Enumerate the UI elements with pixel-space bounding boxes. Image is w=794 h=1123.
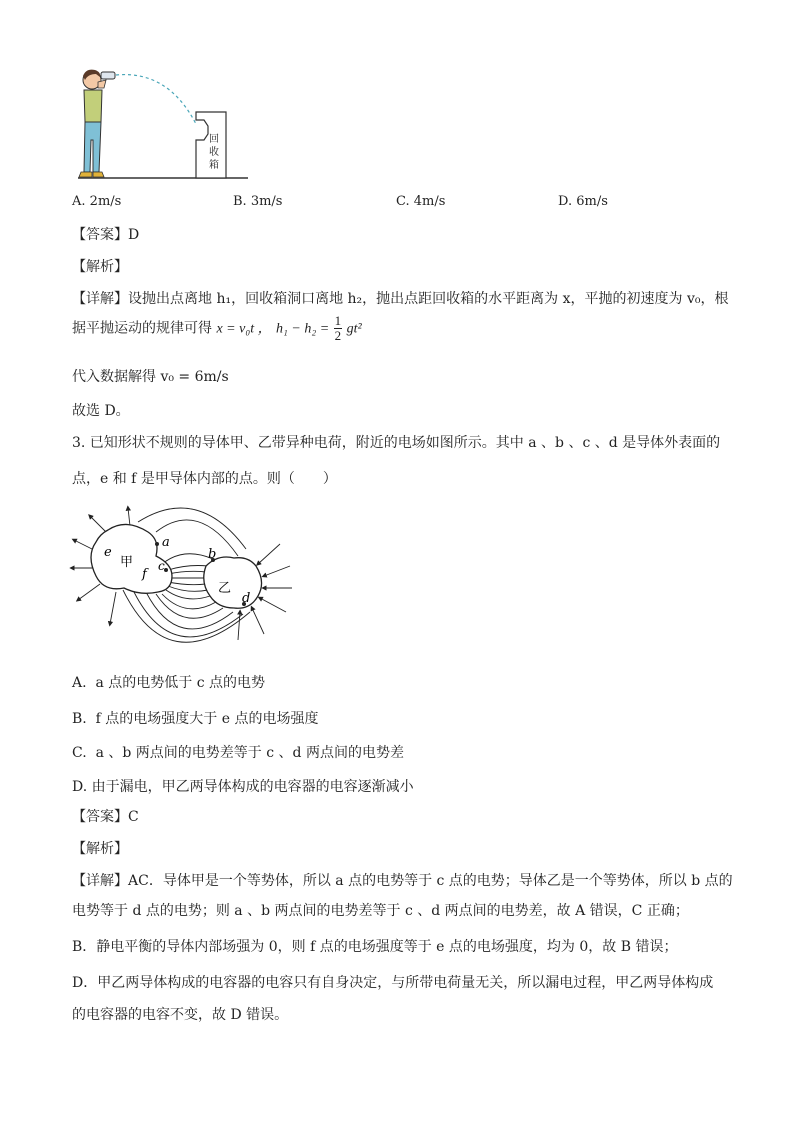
person-figure bbox=[79, 70, 115, 177]
q3-detail-d-line1: D．甲乙两导体构成的电容器的电容只有自身决定，与所带电荷量无关，所以漏电过程，甲乙两导体构成 bbox=[72, 975, 714, 991]
label-f: f bbox=[142, 567, 147, 582]
q3-option-b: B. f 点的电场强度大于 e 点的电场强度 bbox=[72, 711, 319, 727]
q3-detail-b: B．静电平衡的导体内部场强为 0，则 f 点的电场强度等于 e 点的电场强度，均为 0，故 B 错误； bbox=[72, 939, 678, 955]
conductor-yi bbox=[204, 557, 262, 608]
q3-detail-d-line2: 的电容器的电容不变，故 D 错误。 bbox=[72, 1007, 289, 1023]
q3-option-a: A. a 点的电势低于 c 点的电势 bbox=[72, 675, 266, 691]
q3-option-d: D. 由于漏电，甲乙两导体构成的电容器的电容逐渐减小 bbox=[72, 779, 414, 795]
label-d: d bbox=[242, 591, 251, 606]
q2-analysis-tag: 【解析】 bbox=[72, 259, 128, 275]
label-e: e bbox=[104, 545, 112, 560]
label-a: a bbox=[162, 535, 170, 550]
box-label-1: 回 bbox=[209, 134, 219, 145]
box-label-3: 箱 bbox=[209, 160, 219, 171]
electric-field-figure bbox=[68, 504, 298, 654]
q2-option-d: D. 6m/s bbox=[558, 194, 608, 209]
q2-answer: 【答案】D bbox=[72, 227, 140, 243]
q3-answer: 【答案】C bbox=[72, 809, 139, 825]
q3-option-c: C. a 、b 两点间的电势差等于 c 、d 两点间的电势差 bbox=[72, 745, 404, 761]
q3-stem-line2: 点，e 和 f 是甲导体内部的点。则（ ） bbox=[72, 471, 337, 487]
q2-detail-line1: 【详解】设抛出点离地 h₁，回收箱洞口离地 h₂，抛出点距回收箱的水平距离为 x，平抛的初速度为 v₀，根 bbox=[72, 291, 729, 307]
q3-detail-ac-line1: 【详解】AC．导体甲是一个等势体，所以 a 点的电势等于 c 点的电势；导体乙是一个等势体，所以 b 点的 bbox=[72, 873, 733, 889]
q2-substitute: 代入数据解得 v₀ = 6m/s bbox=[72, 369, 229, 385]
q2-detail-line2: 据平抛运动的规律可得 x = v₀t ， h₁ − h₂ = $\frac{1}{2}$ gt² bbox=[72, 313, 362, 343]
label-c: c bbox=[158, 559, 165, 573]
q2-option-b: B. 3m/s bbox=[233, 194, 283, 209]
label-yi: 乙 bbox=[218, 581, 232, 596]
box-label-2: 收 bbox=[209, 147, 219, 158]
q2-option-c: C. 4m/s bbox=[396, 194, 446, 209]
projectile-figure bbox=[68, 62, 268, 186]
q3-stem-line1: 3. 已知形状不规则的导体甲、乙带异种电荷，附近的电场如图所示。其中 a 、b 、c 、d 是导体外表面的 bbox=[72, 435, 721, 451]
q2-option-a: A. 2m/s bbox=[72, 194, 122, 209]
q3-detail-ac-line2: 电势等于 d 点的电势；则 a 、b 两点间的电势差等于 c 、d 两点间的电势差，故 A 错误，C 正确； bbox=[72, 903, 689, 919]
q2-conclusion: 故选 D。 bbox=[72, 403, 130, 419]
q3-analysis-tag: 【解析】 bbox=[72, 841, 128, 857]
label-jia: 甲 bbox=[120, 555, 134, 570]
label-b: b bbox=[208, 547, 217, 562]
